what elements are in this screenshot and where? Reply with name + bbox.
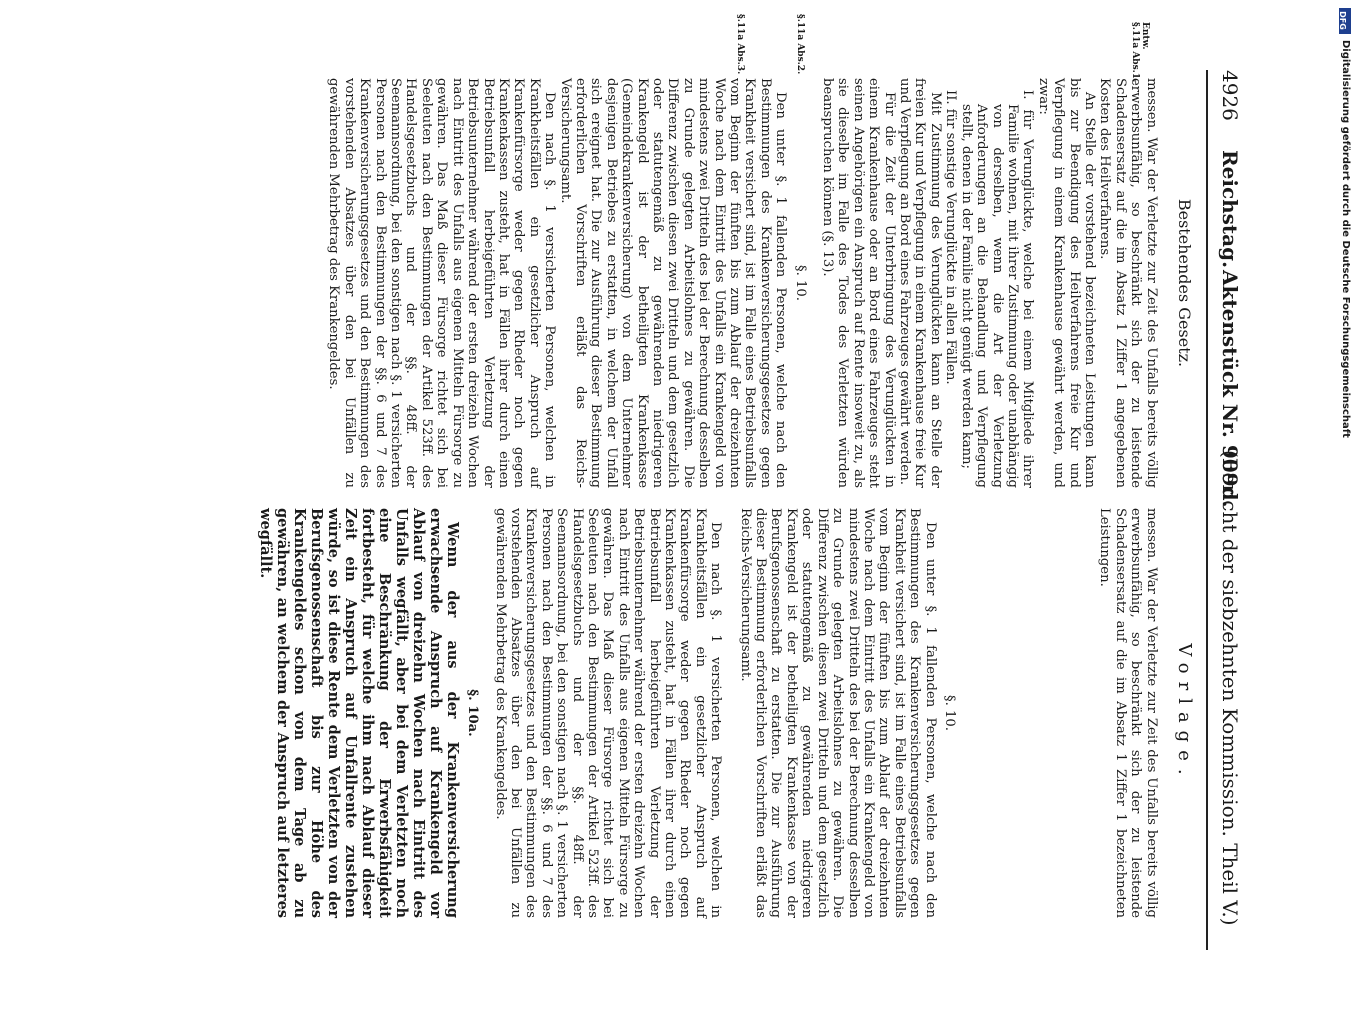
dfg-logo-label: DFG bbox=[1337, 11, 1347, 30]
right-paragraph-1: messen. War der Verletzte zur Zeit des Unfalls bereits völlig erwerbsunfähig, so beschränkt sich der zu leistende Schadensersatz auf die im Absatz 1 Ziffer 1 bezeichneten Leistungen. bbox=[1097, 508, 1159, 918]
margin-note-abs1: §.11a Abs.1. bbox=[1130, 22, 1140, 83]
margin-note-abs3: §.11a Abs.3. bbox=[735, 14, 745, 75]
column-heading-right: Vorlage. bbox=[1174, 643, 1195, 783]
margin-note-entw-label: Entw. bbox=[1140, 22, 1150, 50]
header-rule bbox=[1206, 70, 1208, 950]
header-aktenstueck: Aktenstück Nr. 909d. bbox=[1218, 270, 1242, 508]
header-bericht: (Bericht der siebzehnten Kommission. Theil V.) bbox=[1218, 450, 1242, 926]
column-heading-left: Bestehendes Gesetz. bbox=[1175, 198, 1194, 368]
left-paragraph-1: messen. War der Verletzte zur Zeit des Unfalls bereits völlig erwerbsunfähig, so beschränkt sich der zu leistende Schadensersatz auf die im Absatz 1 Ziffer 1 angegebenen Kosten des Heilverfahrens. bbox=[1097, 78, 1159, 488]
column-bestehendes-gesetz bbox=[326, 78, 1192, 488]
margin-note-entw bbox=[1130, 22, 1150, 82]
right-paragraph-3: Den nach §. 1 versicherten Personen, welchen in Krankheitsfällen ein gesetzlicher Anspruch auf Krankenfürsorge weder gegen Rheder noch gegen Krankenkassen zusteht, hat in Fällen ihrer durch einen Betriebsunfall herbeigeführten Verletzung der Betriebsunternehmer während der ersten dreizehn Wochen nach Eintritt des Unfalls aus eigenen Mitteln Fürsorge zu gewähren. Das Maß dieser Fürsorge richtet sich bei Seeleuten nach den Bestimmungen der Artikel 523ff. des Handelsgesetzbuchs und der §§. 48ff. der Seemannsordnung, bei den sonstigen nach §. 1 versicherten Personen nach den Bestimmungen der §§. 6 und 7 des Krankenversicherungsgesetzes und den Bestimmungen des vorstehenden Absatzes über den bei Unfällen zu gewährenden Mehrbetrag des Krankengeldes. bbox=[492, 508, 724, 918]
page-header bbox=[1212, 70, 1242, 950]
digitization-note-text: Digitalisierung gefördert durch die Deutsche Forschungsgemeinschaft bbox=[1340, 40, 1351, 438]
left-list-item-1: I. für Verunglückte, welche bei einem Mitgliede ihrer Familie wohnen, mit ihrer Zustimmung oder unabhängig von derselben, wenn die Art der Verletzung Anforderungen an die Behandlung und Verpflegung stellt, denen in der Familie nicht genügt werden kann; bbox=[958, 90, 1036, 488]
right-paragraph-4: Wenn der aus der Krankenversicherung erwachsende Anspruch auf Krankengeld vor Ablauf von dreizehn Wochen nach Eintritt des Unfalls wegfällt, aber bei dem Verletzten noch eine Beschränkung der Erwerbsfähigkeit fortbesteht, für welche ihm nach Ablauf dieser Zeit ein Anspruch auf Unfallrente zustehen würde, so ist diese Rente dem Verletzten von der Berufsgenossenschaft bis zur Höhe des Krankengeldes schon von dem Tage ab zu gewähren, an welchem der Anspruch auf letzteres wegfällt. bbox=[256, 508, 461, 918]
right-section-10-heading: §. 10. bbox=[941, 695, 957, 731]
left-paragraph-3: Mit Zustimmung des Verunglückten kann an Stelle der freien Kur und Verpflegung in einem Krankenhause freie Kur und Verpflegung an Bord eines Fahrzeuges gewährt werden. bbox=[897, 78, 943, 488]
left-paragraph-2: An Stelle der vorstehend bezeichneten Leistungen kann bis zur Beendigung des Heilverfahrens freie Kur und Verpflegung in einem Krankenhause gewährt werden, und zwar: bbox=[1035, 78, 1097, 488]
digitization-note bbox=[1338, 8, 1352, 998]
margin-note-abs2: §.11a Abs.2. bbox=[795, 14, 805, 75]
left-paragraph-6: Den nach §. 1 versicherten Personen, welchen in Krankheitsfällen ein gesetzlicher Anspruch auf Krankenfürsorge weder gegen Rheder noch gegen Krankenkassen zusteht, hat in Fällen ihrer durch einen Betriebsunfall herbeigeführten Verletzung der Betriebsunternehmer während der ersten dreizehn Wochen nach Eintritt des Unfalls aus eigenen Mitteln Fürsorge zu gewähren. Das Maß dieser Fürsorge richtet sich bei Seeleuten nach den Bestimmungen der Artikel 523ff. des Handelsgesetzbuchs und der §§. 48ff. der Seemannsordnung, bei den sonstigen nach §. 1 versicherten Personen nach den Bestimmungen der §§. 6 und 7 des Krankenversicherungsgesetzes und den Bestimmungen des vorstehenden Absatzes über den bei Unfällen zu gewährenden Mehrbetrag des Krankengeldes. bbox=[326, 78, 558, 488]
header-reichstag: Reichstag. bbox=[1218, 150, 1242, 269]
column-vorlage bbox=[256, 508, 1195, 918]
page-number: 4926 bbox=[1218, 70, 1242, 121]
left-paragraph-5: Den unter §. 1 fallenden Personen, welche nach den Bestimmungen des Krankenversicherungsgesetzes gegen Krankheit versichert sind, ist im Falle eines Betriebsunfalls vom Beginn der fünften bis zum Ablauf der dreizehnten Woche nach dem Eintritt des Unfalls ein Krankengeld von mindestens zwei Dritteln des bei der Berechnung desselben zu Grunde gelegten Arbeitslohnes zu gewähren. Die Differenz zwischen diesen zwei Dritteln und dem gesetzlich oder statutengemäß zu gewährenden niedrigeren Krankengeld ist der betheiligten Krankenkasse (Gemeindekrankenversicherung) von dem Unternehmer desjenigen Betriebes zu erstatten, in welchem der Unfall sich ereignet hat. Die zur Ausführung dieser Bestimmung erforderlichen Vorschriften erläßt das Reichs-Versicherungsamt. bbox=[557, 78, 789, 488]
left-paragraph-4: Für die Zeit der Unterbringung des Verunglückten in einem Krankenhause oder an Bord eines Fahrzeuges steht seinen Angehörigen ein Anspruch auf Rente insoweit zu, als sie dieselbe im Falle des Todes des Verletzten würden beanspruchen können (§. 13). bbox=[820, 78, 897, 488]
right-paragraph-2: Den unter §. 1 fallenden Personen, welche nach den Bestimmungen des Krankenversicherungsgesetzes gegen Krankheit versichert sind, ist im Falle eines Betriebsunfalls vom Beginn der fünften bis zum Ablauf der dreizehnten Woche nach dem Eintritt des Unfalls ein Krankengeld von mindestens zwei Dritteln des bei der Berechnung desselben zu Grunde gelegten Arbeitslohnes zu gewähren. Die Differenz zwischen diesen zwei Dritteln und dem gesetzlich oder statutengemäß zu gewährenden niedrigeren Krankengeld ist der betheiligten Krankenkasse von der Berufsgenossenschaft zu erstatten. Die zur Ausführung dieser Bestimmung erforderlichen Vorschriften erläßt das Reichs-Versicherungsamt. bbox=[737, 508, 938, 918]
right-section-10a-heading: §. 10a. bbox=[465, 689, 481, 737]
left-section-10-heading: §. 10. bbox=[792, 265, 808, 301]
left-list-item-2: II. für sonstige Verunglückte in allen Fällen. bbox=[943, 90, 959, 385]
